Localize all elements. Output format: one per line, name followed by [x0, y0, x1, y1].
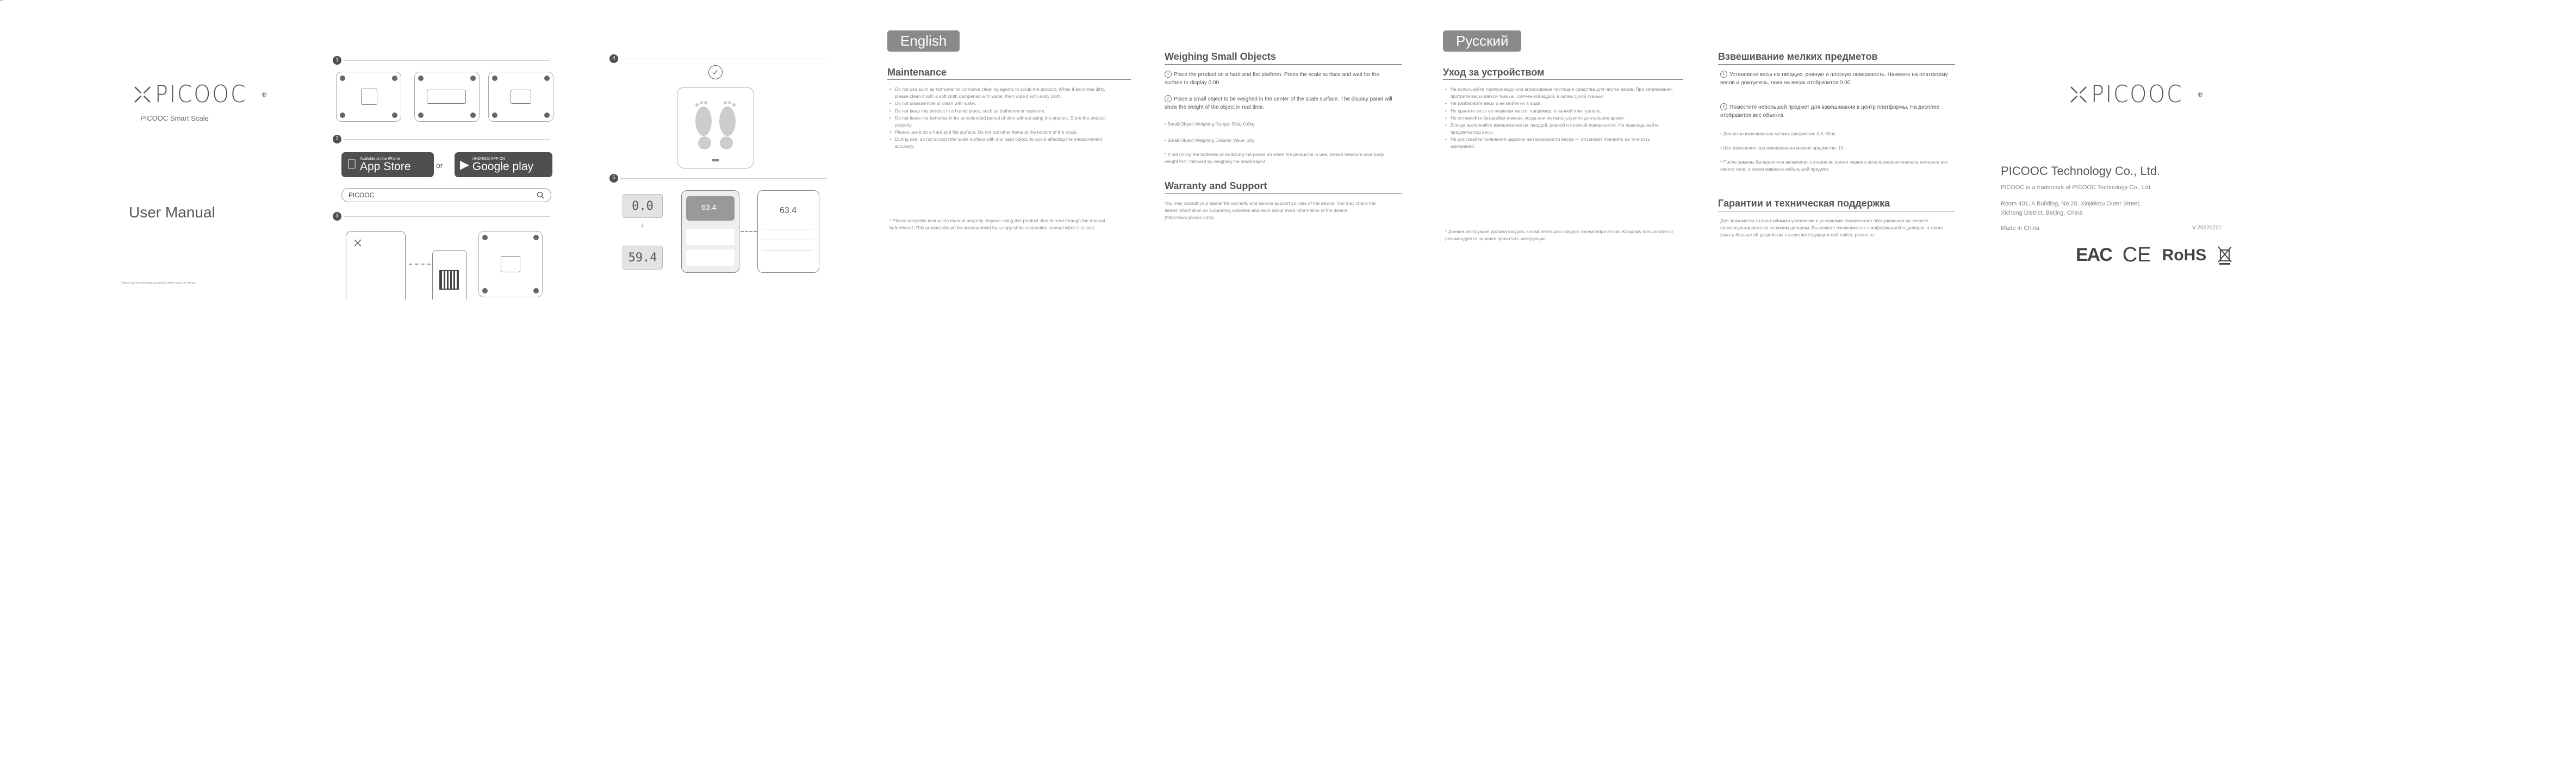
scale-diagram-close — [488, 72, 553, 122]
step-number-2: 2 — [333, 135, 341, 143]
heading-rule — [887, 79, 1131, 80]
picooc-logo-icon — [2069, 85, 2088, 104]
list-item: • Do not keep this product in a humid place, such as bathroom or restroom. — [889, 108, 1118, 115]
list-item: • Не допускайте появления царапин на поверхности весов — это может повлиять на точность измерений. — [1445, 136, 1673, 150]
weighing-heading-ru: Взвешивание мелких предметов — [1718, 51, 1878, 62]
weighing-step-2-ru: 2 Поместите небольшой предмет для взвешивания в центр платформы. На дисплее отобразится вес объекта. — [1720, 104, 1940, 118]
eac-mark: EAC — [2076, 245, 2112, 265]
search-icon — [537, 191, 544, 199]
manual-title: User Manual — [129, 204, 215, 221]
list-item: • Do not leave the batteries in for an extended period of time without using the product. Store the product properly. — [889, 115, 1118, 129]
heading-rule — [1165, 64, 1402, 65]
weighing-range-en: • Small Object Weighing Range: 50kg-0.6kg — [1165, 121, 1255, 127]
heading-rule — [1718, 64, 1955, 65]
list-item: • Не используйте горячую воду или агрессивные чистящие средства для чистки весов. При загрязнении, протрите весы мягкой тканью, смоченной водой, а затем сухой тканью. — [1445, 86, 1673, 100]
maintenance-list — [889, 86, 1118, 151]
made-in: Made in China — [2001, 225, 2039, 232]
weighing-step-2-en: 2 Place a small object to be weighed in the center of the scale surface. The display panel will show the weight of the object in real time. — [1165, 96, 1392, 110]
weighing-note-en: * If not rolling the batteries or switching the power on when the product is in use, please measure your body weight first, followed by weighing the small object. — [1165, 152, 1384, 165]
heading-rule — [1443, 79, 1683, 80]
weighing-division-ru: • Шаг измерения при взвешивании мелких предметов: 10 г. — [1720, 145, 1847, 151]
trademark-line: PICOOC is a trademark of PICOOC Technology Co., Ltd. — [2001, 184, 2152, 191]
phone-diagram — [346, 231, 406, 299]
corner-mark — [0, 0, 3, 1]
care-note-ru: * Данная инструкция должна входить в комплектацию каждого экземпляра весов. Каждому пользователю рекомендуется заранее прочитать инструкцию. — [1445, 229, 1673, 242]
language-tab-english: English — [887, 30, 960, 52]
brand-wordmark: PICOOC — [2091, 80, 2183, 108]
registered-mark: ® — [2198, 90, 2203, 98]
list-item: • Do not use such as hot water or corrosive cleaning agents to scrub the product. When it becomes dirty, please clean it with a soft cloth dampened with water, then wipe it with a dry cloth. — [889, 86, 1118, 100]
picooc-logo-icon — [133, 85, 152, 104]
company-address: Room 401, A Building, No.28, Xinjiekou Outer Street, Xicheng District, Beijing, China — [2001, 201, 2141, 217]
list-item: • Please use it on a hard and flat surface. Do not put other items at the bottom of the scale. — [889, 129, 1118, 136]
back-logo — [2069, 80, 2203, 108]
heading-rule — [1165, 193, 1402, 194]
dashed-arrow — [741, 231, 757, 232]
lcd-display-weight: 59.4 — [623, 246, 663, 270]
lcd-display-zero: 0.0 — [623, 194, 663, 218]
cover-logo — [133, 80, 267, 108]
warranty-heading-ru: Гарантии и техническая поддержка — [1718, 198, 1890, 209]
app-weight-readout: 63.4 — [701, 203, 717, 211]
certification-marks — [2076, 243, 2232, 267]
scale-diagram-pair — [478, 231, 543, 297]
care-heading-ru: Уход за устройством — [1443, 67, 1545, 78]
warranty-text-en: You may consult your dealer for warranty and service support policies of the device. You may check the dealer information on supporting websites and learn about more information of the device (http://www.picooc.com). — [1165, 201, 1376, 221]
weighing-division-en: • Small Object Weighing Division Value: 10g — [1165, 137, 1255, 143]
maintenance-heading: Maintenance — [887, 67, 947, 78]
list-item: • Не храните весы во влажном месте, например, в ванной или туалете. — [1445, 108, 1673, 115]
play-icon: ▶ — [460, 158, 469, 171]
picooc-logo-icon — [354, 239, 362, 247]
rohs-mark: RoHS — [2162, 246, 2207, 264]
scale-diagram-tab — [414, 72, 480, 122]
weighing-heading-en: Weighing Small Objects — [1165, 51, 1276, 62]
check-icon: ✓ — [708, 65, 723, 79]
company-name: PICOOC Technology Co., Ltd. — [2001, 164, 2161, 178]
search-text: PICOOC — [349, 191, 375, 199]
app-search-bar[interactable] — [341, 188, 551, 202]
step-divider — [344, 60, 550, 61]
language-tab-russian: Русский — [1443, 30, 1521, 52]
footprint-icon — [677, 87, 754, 168]
weighing-step-1-en: 1 Place the product on a hard and flat platform. Press the scale surface and wait for the surface to display 0.00. — [1165, 72, 1379, 86]
step-number-1: 1 — [333, 56, 341, 65]
phone-qr-diagram — [432, 250, 467, 299]
phone-app-screen-1 — [681, 190, 739, 273]
step-divider — [620, 178, 827, 179]
cover-fine-print: Please read the user manual carefully before using the device. — [121, 282, 196, 285]
step-divider — [344, 216, 550, 217]
list-item: • Всегда выполняйте взвешивание на твердой, ровной и плоской поверхности. Не подкладывайте предметы под весы. — [1445, 122, 1673, 136]
list-item: • Не разбирайте весы и не мойте их в воде. — [1445, 100, 1673, 107]
app-store-badge[interactable]: Available on the iPhone App Store — [341, 152, 434, 177]
step-number-5: 5 — [609, 174, 618, 183]
qr-code — [440, 271, 458, 289]
version-code: V 20220721 — [2192, 225, 2222, 231]
down-arrow-icon: ↓ — [640, 220, 644, 229]
registered-mark: ® — [262, 90, 267, 98]
apple-icon — [347, 157, 357, 172]
or-label: or — [436, 161, 443, 170]
warranty-heading-en: Warranty and Support — [1165, 180, 1267, 191]
weighing-range-ru: • Диапазон взвешивания мелких предметов: 0,6–50 кг. — [1720, 131, 1837, 136]
google-play-badge[interactable]: ▶ ANDROID APP ON Google play — [455, 152, 552, 177]
step-divider — [344, 139, 550, 140]
list-item: • Не оставляйте батарейки в весах, когда они не используются длительное время. — [1445, 115, 1673, 122]
step-number-3: 3 — [333, 212, 341, 221]
list-item: • Do not disassemble or clean with water. — [889, 100, 1118, 107]
step-number-4: 4 — [609, 54, 618, 63]
dashed-arrow — [409, 264, 431, 265]
maintenance-note: * Please keep this instruction manual properly. Anyone using this product should read through the manual beforehand. This product should be accompanied by a copy of the instruction manual when it is sold. — [889, 218, 1105, 231]
care-list-ru — [1445, 86, 1673, 151]
brand-wordmark: PICOOC — [155, 80, 247, 108]
weighing-note-ru: * После замены батареек или включения питания во время первого использования сначала измерьте вес своего тела, а затем взвесьте небольшой предмет. — [1720, 159, 1949, 172]
warranty-text-ru: Для знакомства с гарантийными условиями и условиями технического обслуживания вы можете проконсультироваться со своим дилером. Вы можете ознакомиться с информацией о дилерах, а также узнать больше об устройстве на соответствующем веб-сайте: picooc.ru. — [1720, 218, 1943, 238]
scale-diagram-battery — [336, 72, 401, 122]
app-weight-readout: 63.4 — [780, 206, 797, 215]
phone-app-screen-2 — [757, 190, 819, 273]
scale-footprint-diagram — [677, 87, 754, 168]
product-name: PICOOC Smart Scale — [140, 114, 209, 122]
list-item: • During use, do not scratch the scale surface with any hard object, to avoid affecting the measurement accuracy. — [889, 136, 1118, 150]
ce-mark: CE — [2122, 243, 2151, 266]
weee-bin-icon — [2217, 246, 2232, 265]
weighing-step-1-ru: 1 Установите весы на твердую, ровную и плоскую поверхность. Нажмите на платформу весов и дождитесь, пока на весах отобразится 0.00. — [1720, 72, 1948, 86]
